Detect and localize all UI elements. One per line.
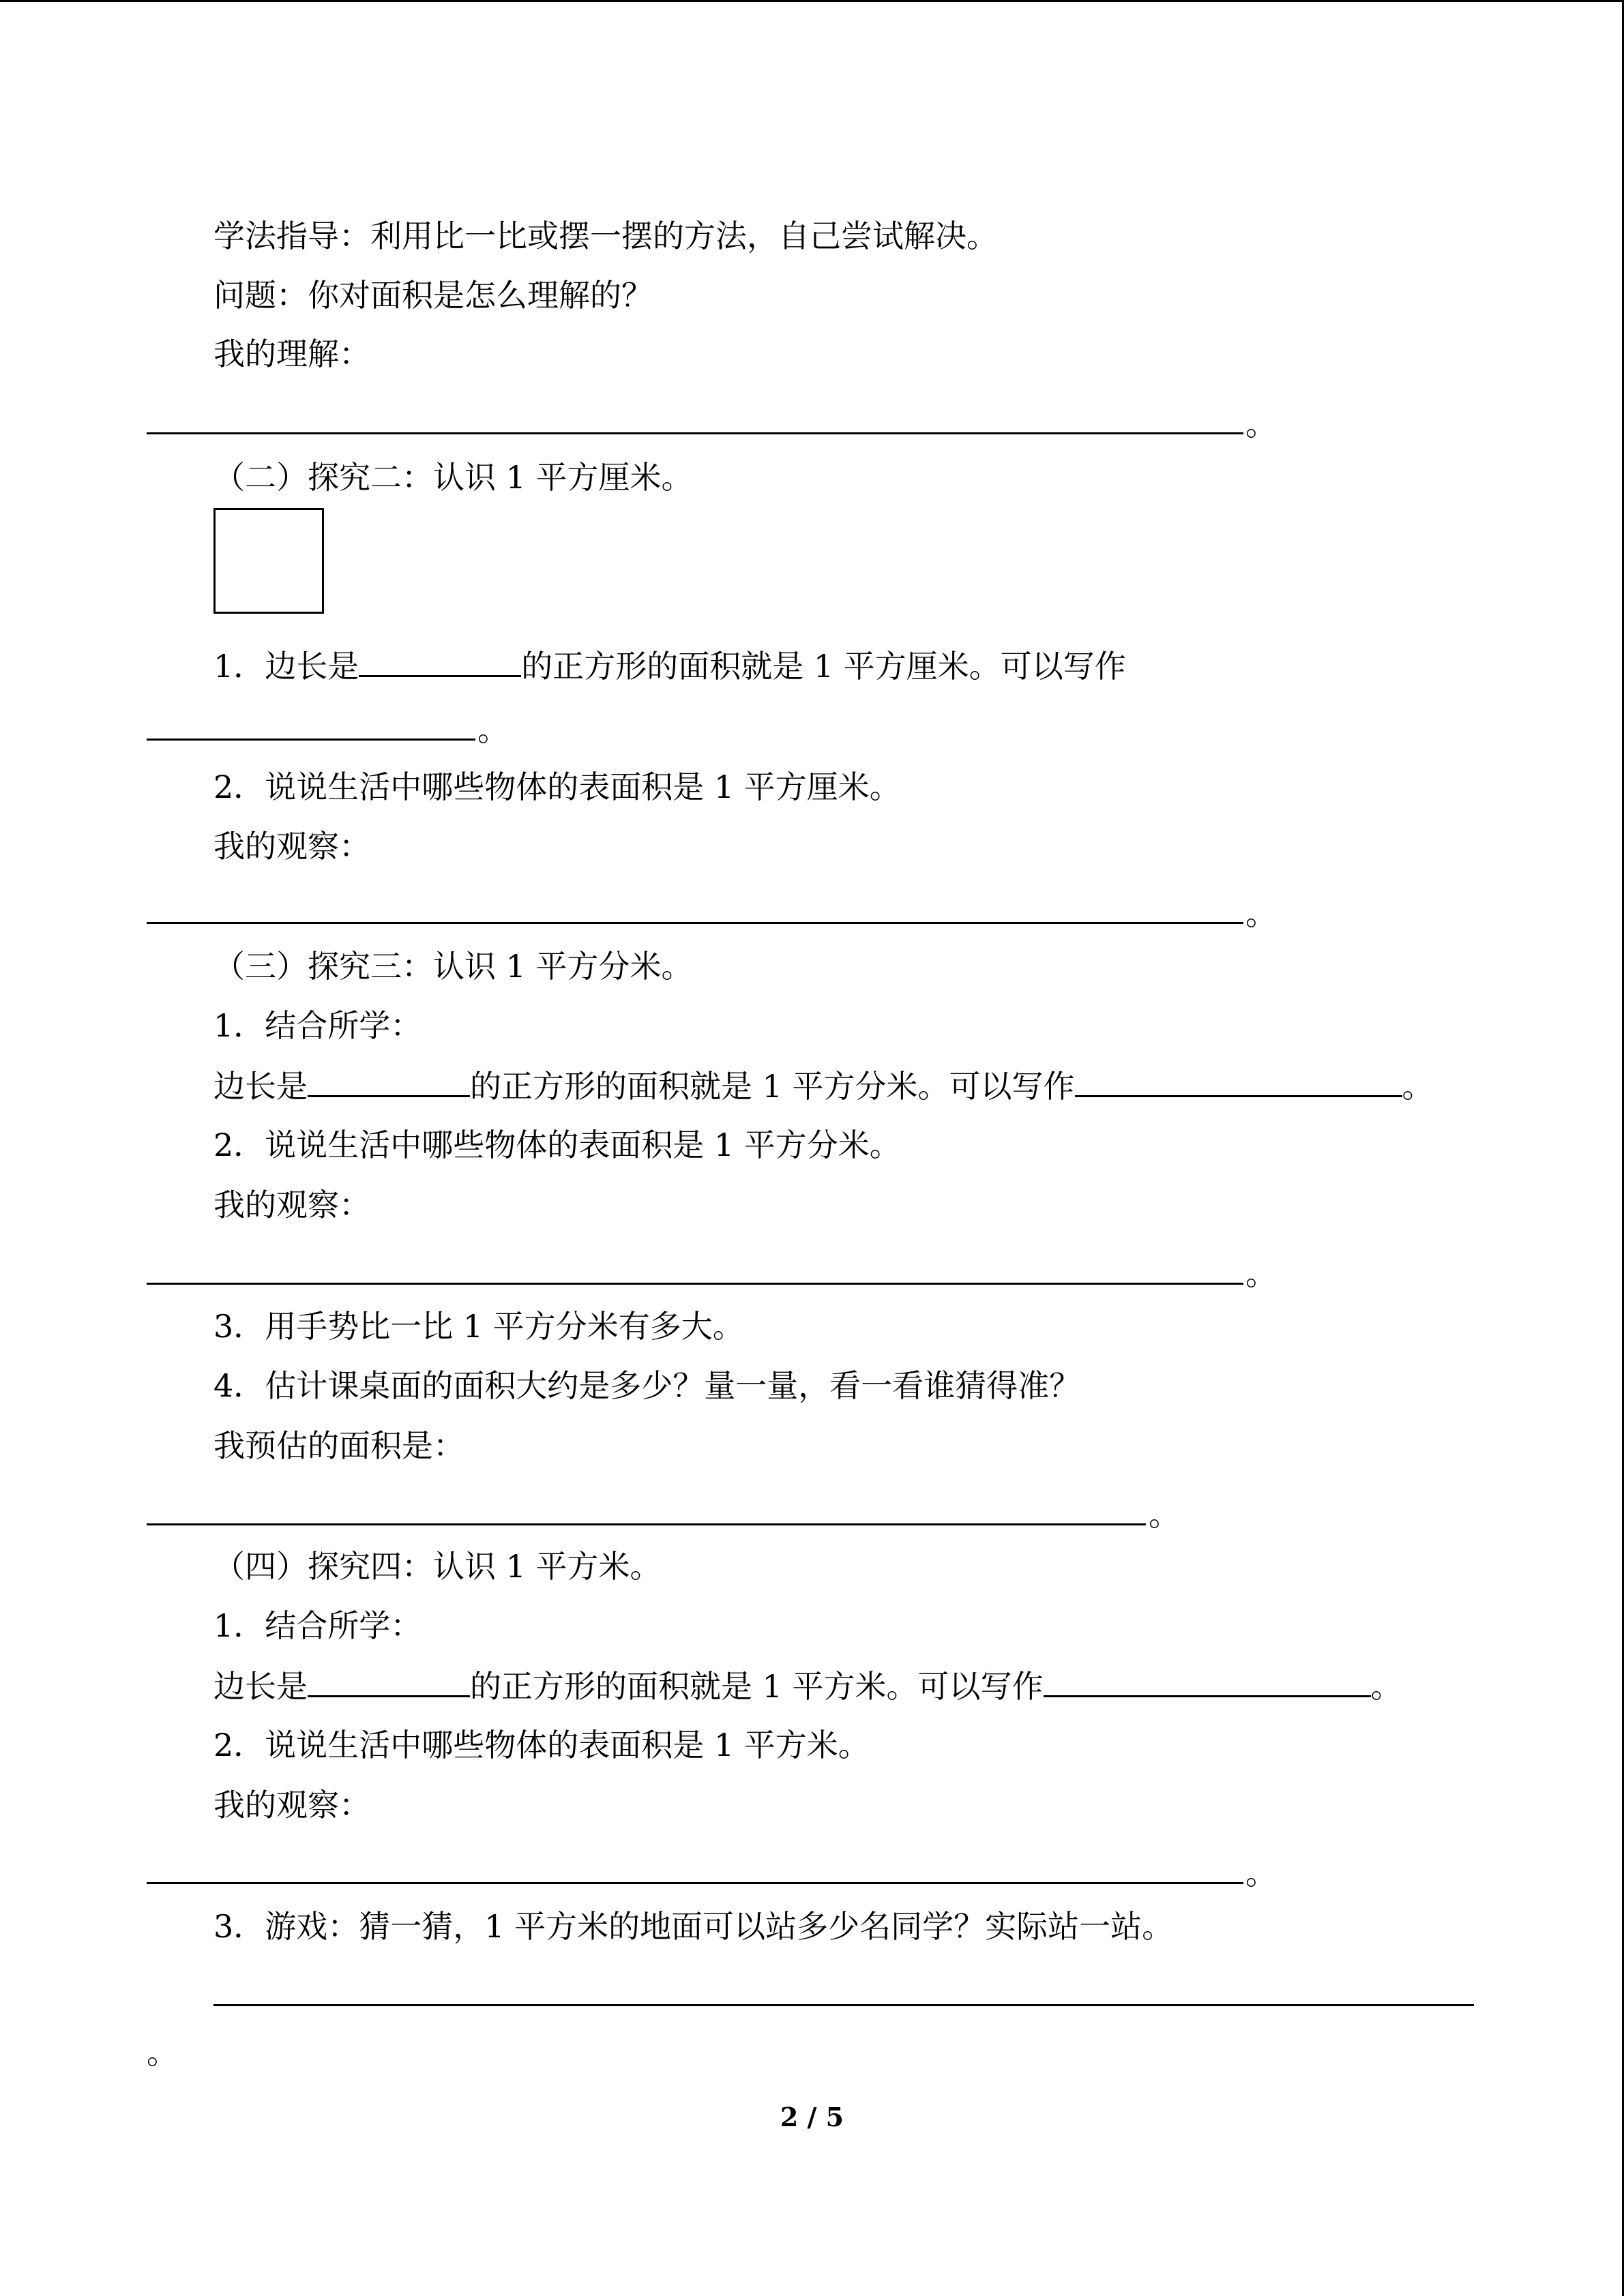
period-mark: 。	[147, 2034, 178, 2071]
sq-m-objects-question: 2．说说生活中哪些物体的表面积是 1 平方米。	[213, 1727, 870, 1763]
answer-line-game[interactable]	[213, 2004, 1474, 2006]
fill-blank-write-m[interactable]	[1044, 1665, 1371, 1697]
desk-estimate-task: 4．估计课桌面的面积大约是多少？量一量，看一看谁猜得准？	[213, 1367, 1081, 1404]
my-understanding-label: 我的理解：	[213, 336, 370, 372]
answer-line-understanding[interactable]	[147, 432, 1243, 434]
hand-gesture-task: 3．用手势比一比 1 平方分米有多大。	[213, 1308, 744, 1345]
my-observation-label: 我的观察：	[213, 1787, 370, 1823]
page-number: 2 / 5	[780, 2102, 844, 2132]
section-three-heading: （三）探究三：认识 1 平方分米。	[213, 948, 693, 985]
sq-cm-side-question: 1．边长是 的正方形的面积就是 1 平方厘米。可以写作	[213, 645, 1126, 686]
combine-learned-label: 1．结合所学：	[213, 1007, 422, 1044]
fill-blank-write-dm[interactable]	[1075, 1065, 1402, 1097]
answer-line-observation-m[interactable]	[147, 1882, 1243, 1884]
sq-dm-side-question: 边长是 的正方形的面积就是 1 平方分米。可以写作 。	[213, 1065, 1434, 1106]
fill-blank-write-cm[interactable]	[147, 739, 475, 741]
section-four-heading: （四）探究四：认识 1 平方米。	[213, 1548, 662, 1585]
my-observation-label: 我的观察：	[213, 828, 370, 865]
fill-blank-side-m[interactable]	[308, 1665, 470, 1697]
sq-m-side-question: 边长是 的正方形的面积就是 1 平方米。可以写作 。	[213, 1665, 1402, 1706]
combine-learned-label: 1．结合所学：	[213, 1607, 422, 1644]
answer-line-estimate[interactable]	[147, 1523, 1146, 1525]
answer-line-observation-dm[interactable]	[147, 1283, 1243, 1285]
my-estimate-label: 我预估的面积是：	[213, 1427, 464, 1464]
sq-cm-objects-question: 2．说说生活中哪些物体的表面积是 1 平方厘米。	[213, 769, 901, 805]
period-mark: 。	[477, 711, 509, 748]
period-mark: 。	[1149, 1496, 1180, 1533]
square-centimeter-diagram	[213, 508, 324, 614]
fill-blank-side-cm[interactable]	[359, 645, 521, 677]
period-mark: 。	[1245, 1855, 1277, 1892]
section-two-heading: （二）探究二：认识 1 平方厘米。	[213, 459, 693, 496]
fill-blank-side-dm[interactable]	[308, 1065, 470, 1097]
study-guide-text: 学法指导：利用比一比或摆一摆的方法，自己尝试解决。	[213, 218, 998, 254]
my-observation-label: 我的观察：	[213, 1187, 370, 1223]
period-mark: 。	[1245, 1255, 1277, 1292]
standing-game-task: 3．游戏：猜一猜，1 平方米的地面可以站多少名同学？实际站一站。	[213, 1908, 1174, 1945]
question-text: 问题：你对面积是怎么理解的？	[213, 277, 653, 314]
answer-line-observation-cm[interactable]	[147, 922, 1243, 924]
period-mark: 。	[1245, 895, 1277, 932]
sq-dm-objects-question: 2．说说生活中哪些物体的表面积是 1 平方分米。	[213, 1127, 901, 1163]
period-mark: 。	[1245, 406, 1277, 443]
